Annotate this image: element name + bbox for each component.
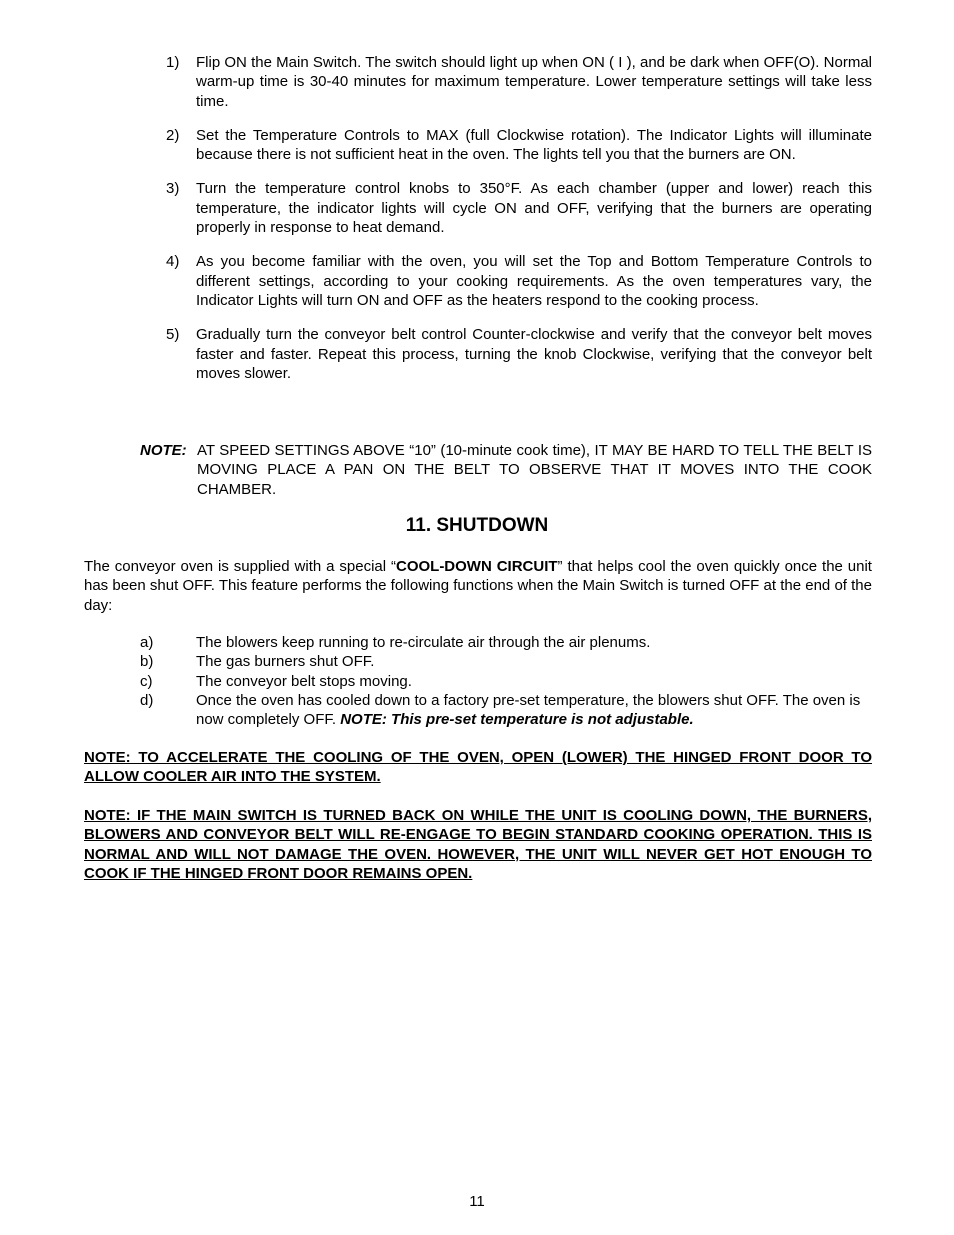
intro-bold-term: COOL-DOWN CIRCUIT xyxy=(395,558,558,575)
step-item xyxy=(166,252,872,310)
function-item xyxy=(140,672,872,691)
intro-text-before: The conveyor oven is supplied with a special “ xyxy=(84,558,396,575)
intro-text-after: ” that helps cool the oven quickly once the unit has been shut OFF. This feature performs the following functions when the Main Switch is turned OFF at the end of the day: xyxy=(84,558,872,614)
function-letter: b) xyxy=(140,653,154,671)
function-description: Once the oven has cooled down to a factory pre-set temperature, the blowers shut OFF. The oven is now completely OFF. xyxy=(196,691,861,729)
step-item xyxy=(166,53,872,111)
function-description: The gas burners shut OFF. xyxy=(196,653,375,671)
function-description: The conveyor belt stops moving. xyxy=(196,672,412,690)
function-item xyxy=(140,652,872,671)
function-text xyxy=(196,652,872,671)
function-description: The blowers keep running to re-circulate air through the air plenums. xyxy=(196,634,651,651)
step-number: 2) xyxy=(166,126,180,144)
step-number: 1) xyxy=(166,54,180,71)
step-text: Flip ON the Main Switch. The switch should light up when ON ( I ), and be dark when OFF(O). Normal warm-up time is 30-40 minutes for maximum temperature. Lower temperature settings will take less time. xyxy=(196,54,872,110)
function-note: NOTE: This pre-set temperature is not adjustable. xyxy=(340,711,694,729)
belt-speed-note xyxy=(140,441,872,499)
function-text xyxy=(196,633,872,652)
function-letter: a) xyxy=(140,634,154,651)
intro-paragraph xyxy=(84,557,872,615)
function-item xyxy=(140,691,872,730)
function-letter: d) xyxy=(140,691,154,709)
step-number: 5) xyxy=(166,326,180,344)
startup-steps-list xyxy=(166,53,872,398)
step-text: Gradually turn the conveyor belt control Counter-clockwise and verify that the conveyor belt moves faster and faster. Repeat this process, turning the knob Clockwise, verifying that the conveyor belt moves slower. xyxy=(196,326,872,382)
step-item xyxy=(166,325,872,383)
function-text xyxy=(196,672,872,691)
function-text xyxy=(196,691,872,730)
step-number: 3) xyxy=(166,180,180,198)
function-letter: c) xyxy=(140,672,153,690)
step-text: Set the Temperature Controls to MAX (full Clockwise rotation). The Indicator Lights will illuminate because there is not sufficient heat in the oven. The lights tell you that the burners are ON. xyxy=(196,126,872,164)
note-text: AT SPEED SETTINGS ABOVE “10” (10-minute cook time), IT MAY BE HARD TO TELL THE BELT IS MOVING PLACE A PAN ON THE BELT TO OBSERVE THAT IT MOVES INTO THE COOK CHAMBER. xyxy=(197,442,872,498)
step-item xyxy=(166,179,872,237)
step-number: 4) xyxy=(166,253,180,271)
step-text: As you become familiar with the oven, you will set the Top and Bottom Temperature Controls to different settings, according to your cooking requirements. As the oven temperatures vary, the Indicator Lights will turn ON and OFF as the heaters respond to the cooking process. xyxy=(196,253,872,309)
step-item xyxy=(166,126,872,165)
page-number: 11 xyxy=(469,1193,485,1210)
shutdown-functions-list xyxy=(140,633,872,729)
function-item xyxy=(140,633,872,652)
note-label: NOTE: xyxy=(140,442,187,459)
restart-warning: NOTE: IF THE MAIN SWITCH IS TURNED BACK ON WHILE THE UNIT IS COOLING DOWN, THE BURNERS, BLOWERS AND CONVEYOR BELT WILL RE-ENGAGE TO BEGIN STANDARD COOKING OPERATION. THIS IS NORMAL AND WILL NOT DAMAGE THE OVEN. HOWEVER, THE UNIT WILL NEVER GET HOT ENOUGH TO COOK IF THE HINGED FRONT DOOR REMAINS OPEN. xyxy=(84,807,872,882)
cooling-warning: NOTE: TO ACCELERATE THE COOLING OF THE OVEN, OPEN (LOWER) THE HINGED FRONT DOOR TO ALLOW COOLER AIR INTO THE SYSTEM. xyxy=(84,749,872,786)
section-heading: 11. SHUTDOWN xyxy=(405,515,549,536)
step-text: Turn the temperature control knobs to 350°F. As each chamber (upper and lower) reach this temperature, the indicator lights will cycle ON and OFF, verifying that the burners are operating properly in response to heat demand. xyxy=(196,180,872,237)
